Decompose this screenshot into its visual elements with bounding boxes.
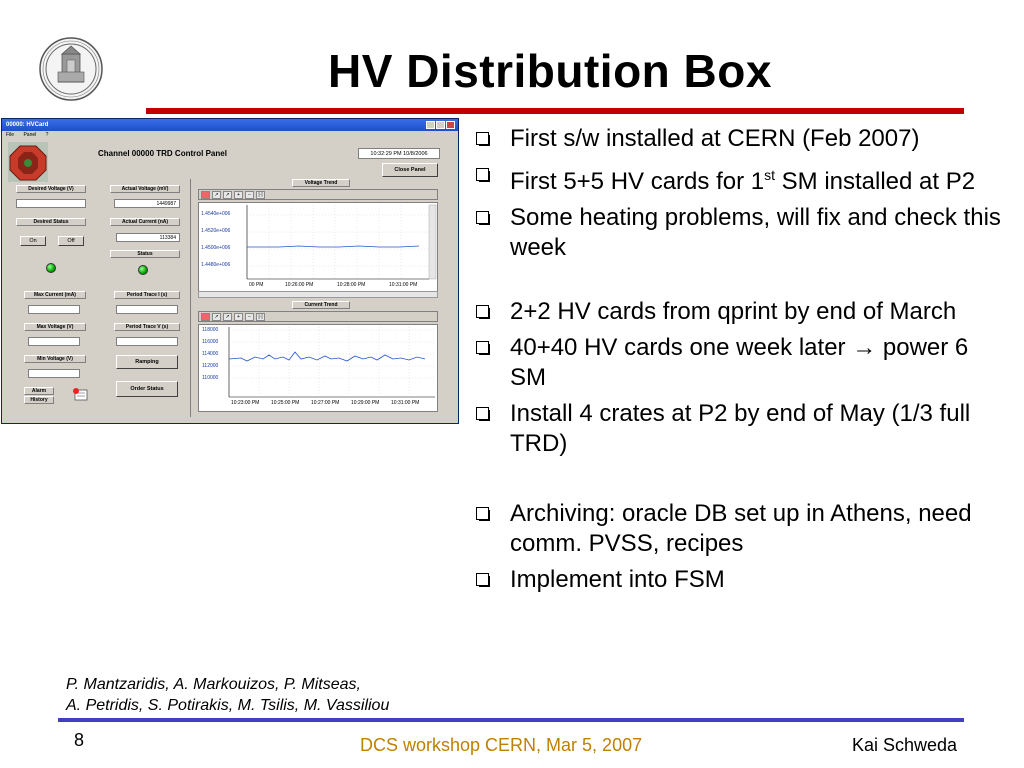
trd-logo-icon	[8, 142, 48, 182]
voltage-x-tick: 10:31:00 PM	[389, 282, 418, 288]
trend-zoom-y-icon[interactable]: ↗	[223, 191, 232, 199]
current-x-tick: 10:27:00 PM	[311, 400, 340, 406]
voltage-y-tick: 1.4480e+006	[201, 262, 231, 268]
window-title-bar	[2, 119, 458, 131]
bullet-text: Some heating problems, will fix and check this week	[510, 204, 1001, 261]
current-trend-toolbar	[198, 311, 438, 322]
menu-help[interactable]: ?	[45, 132, 49, 138]
checkbox-bullet-icon	[476, 168, 489, 181]
period-trace-v-label: Period Trace V (s)	[114, 323, 180, 331]
trend-zoom-x-icon[interactable]: ↗	[212, 191, 221, 199]
current-x-tick: 10:29:00 PM	[351, 400, 380, 406]
on-button[interactable]: On	[20, 236, 46, 246]
alarm-history-icon[interactable]	[72, 387, 88, 401]
checkbox-bullet-icon	[476, 305, 489, 318]
authors-credit	[66, 674, 389, 716]
bullet-text: 40+40 HV cards one week later	[510, 334, 853, 361]
status-label: Status	[110, 250, 180, 258]
datetime-display: 10:32:29 PM 10/8/2006	[358, 148, 440, 159]
alarm-label[interactable]: Alarm	[24, 387, 54, 395]
checkbox-bullet-icon	[476, 341, 489, 354]
desired-voltage-input[interactable]	[16, 199, 86, 208]
voltage-trend-plot	[198, 202, 438, 294]
min-voltage-label: Min Voltage (V)	[24, 355, 86, 363]
voltage-trend-toolbar	[198, 189, 438, 200]
trend-color-icon[interactable]	[201, 191, 210, 199]
bullet-item	[473, 124, 1003, 154]
bullet-text: 2+2 HV cards from qprint by end of March	[510, 298, 957, 325]
arrow-right-icon: →	[852, 334, 877, 361]
slide-title: HV Distribution Box	[328, 45, 772, 97]
menu-bar	[2, 131, 458, 140]
actual-voltage-value: 1449987	[114, 199, 180, 208]
trend-zoom-y-icon[interactable]: ↗	[223, 313, 232, 321]
checkbox-bullet-icon	[476, 507, 489, 520]
window-title: 00000: HVCard	[6, 122, 49, 128]
university-seal-logo	[38, 36, 104, 102]
voltage-y-tick: 1.4500e+006	[201, 245, 231, 251]
bullet-item	[473, 399, 1003, 459]
current-y-tick: 112000	[202, 363, 219, 369]
bullet-item	[473, 499, 1003, 559]
menu-panel[interactable]: Panel	[23, 132, 37, 138]
page-number: 8	[74, 730, 85, 750]
voltage-trend-scrollbar[interactable]	[198, 291, 438, 298]
voltage-x-tick: 10:26:00 PM	[285, 282, 314, 288]
superscript: st	[764, 167, 775, 183]
current-x-tick: 10:31:00 PM	[391, 400, 420, 406]
off-button[interactable]: Off	[58, 236, 84, 246]
footer-rule	[58, 718, 964, 722]
history-label[interactable]: History	[24, 396, 54, 404]
bullet-item	[473, 203, 1003, 263]
current-trend-plot	[198, 324, 438, 412]
current-y-tick: 118000	[202, 327, 219, 333]
desired-voltage-label: Desired Voltage (V)	[16, 185, 86, 193]
trend-reset-icon[interactable]: |·|	[256, 313, 265, 321]
desired-status-led-icon	[46, 263, 56, 273]
bullet-text: Implement into FSM	[510, 566, 725, 593]
trend-zoom-in-icon[interactable]: +	[234, 191, 243, 199]
period-trace-v-input[interactable]	[116, 337, 178, 346]
panel-separator	[190, 179, 191, 417]
trend-zoom-out-icon[interactable]: −	[245, 313, 254, 321]
actual-current-label: Actual Current (nA)	[110, 218, 180, 226]
bullet-text: power 6 SM	[510, 334, 969, 391]
current-trend-title: Current Trend	[292, 301, 350, 309]
trend-zoom-out-icon[interactable]: −	[245, 191, 254, 199]
menu-file[interactable]: File	[6, 132, 15, 138]
maximize-button[interactable]	[436, 121, 445, 129]
trend-color-icon[interactable]	[201, 313, 210, 321]
bullet-text: Install 4 crates at P2 by end of May (1/3 full TRD)	[510, 400, 971, 457]
bullet-text: SM installed at P2	[774, 168, 976, 195]
status-led-icon	[138, 265, 148, 275]
max-voltage-label: Max Voltage (V)	[24, 323, 86, 331]
bullet-text: Archiving: oracle DB set up in Athens, need comm. PVSS, recipes	[510, 500, 972, 557]
period-trace-i-label: Period Trace I (s)	[114, 291, 180, 299]
bullet-list	[473, 124, 1003, 601]
bullet-item	[473, 297, 1003, 327]
current-x-tick: 10:25:00 PM	[271, 400, 300, 406]
checkbox-bullet-icon	[476, 573, 489, 586]
trend-zoom-in-icon[interactable]: +	[234, 313, 243, 321]
hvcard-panel-screenshot	[1, 118, 459, 424]
title-underline	[146, 108, 964, 114]
period-trace-i-input[interactable]	[116, 305, 178, 314]
panel-title: Channel 00000 TRD Control Panel	[98, 149, 227, 158]
max-voltage-input[interactable]	[28, 337, 80, 346]
voltage-trend-title: Voltage Trend	[292, 179, 350, 187]
voltage-y-tick: 1.4540e+006	[201, 211, 231, 217]
voltage-x-tick: 00 PM	[249, 282, 264, 288]
actual-voltage-label: Actual Voltage (mV)	[110, 185, 180, 193]
bullet-item	[473, 565, 1003, 595]
current-y-tick: 110000	[202, 375, 219, 381]
authors-line: A. Petridis, S. Potirakis, M. Tsilis, M. Vassiliou	[66, 697, 390, 714]
footer-author: Kai Schweda	[852, 735, 958, 755]
trend-reset-icon[interactable]: |·|	[256, 191, 265, 199]
checkbox-bullet-icon	[476, 407, 489, 420]
current-x-tick: 10:23:00 PM	[231, 400, 260, 406]
bullet-text: First 5+5 HV cards for 1	[510, 168, 765, 195]
checkbox-bullet-icon	[476, 132, 489, 145]
order-status-button[interactable]: Order Status	[116, 381, 178, 397]
actual-current-value: 113384	[116, 233, 180, 242]
desired-status-label: Desired Status	[16, 218, 86, 226]
voltage-y-tick: 1.4520e+006	[201, 228, 231, 234]
bullet-text: First s/w installed at CERN (Feb 2007)	[510, 125, 920, 152]
checkbox-bullet-icon	[476, 211, 489, 224]
close-window-button[interactable]	[446, 121, 455, 129]
max-current-label: Max Current (mA)	[24, 291, 86, 299]
voltage-x-tick: 10:28:00 PM	[337, 282, 366, 288]
min-voltage-input[interactable]	[28, 369, 80, 378]
max-current-input[interactable]	[28, 305, 80, 314]
close-panel-button[interactable]: Close Panel	[382, 163, 438, 177]
ramping-button[interactable]: Ramping	[116, 355, 178, 369]
footer-event: DCS workshop CERN, Mar 5, 2007	[360, 735, 643, 755]
minimize-button[interactable]	[426, 121, 435, 129]
bullet-item	[473, 333, 1003, 393]
bullet-item	[473, 160, 1003, 197]
current-y-tick: 114000	[202, 351, 219, 357]
authors-line: P. Mantzaridis, A. Markouizos, P. Mitseas,	[66, 676, 361, 693]
trend-zoom-x-icon[interactable]: ↗	[212, 313, 221, 321]
current-y-tick: 116000	[202, 339, 219, 345]
